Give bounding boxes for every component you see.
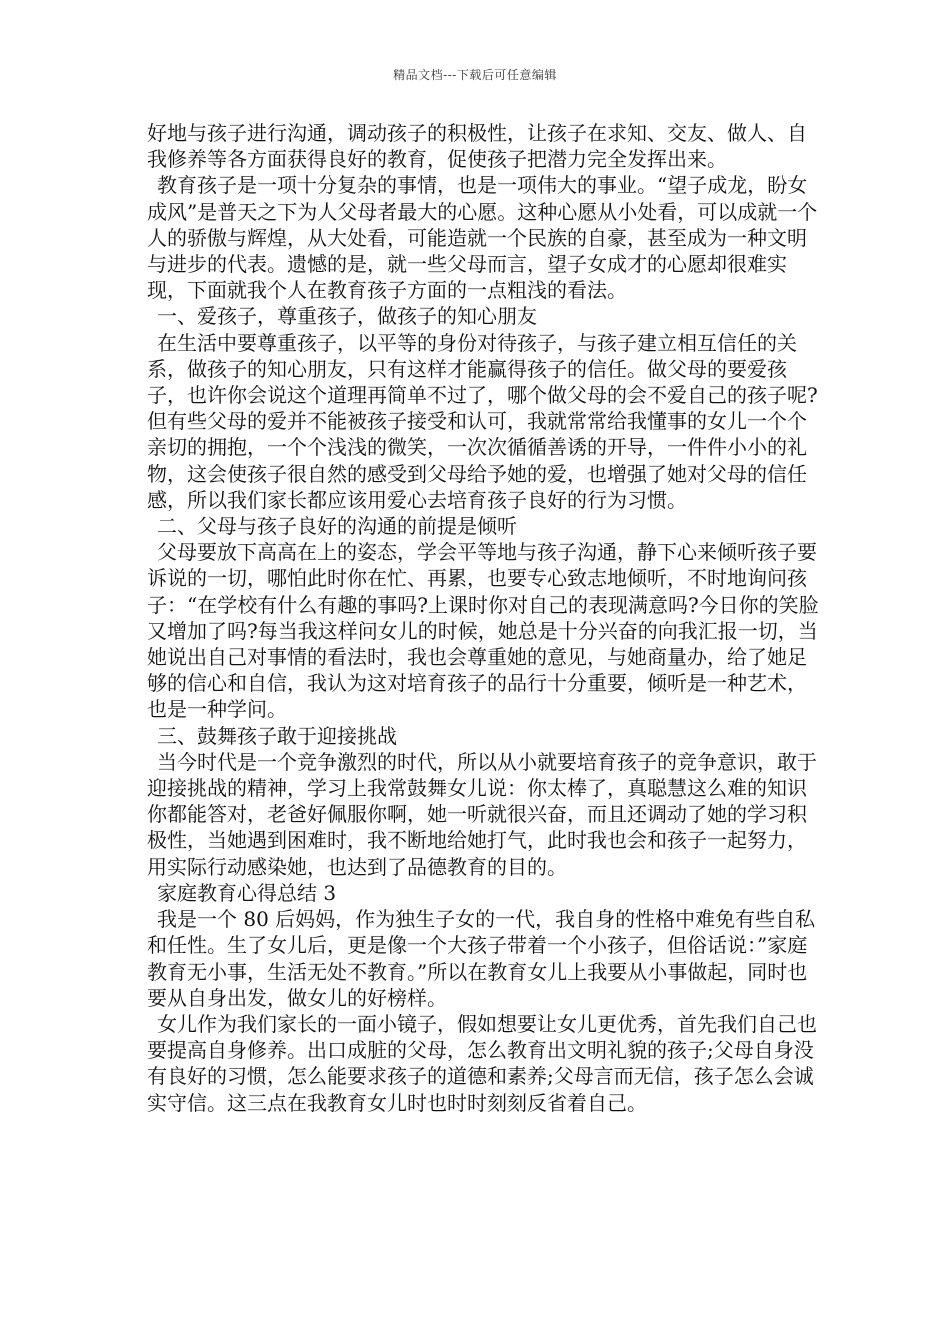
section-heading-1: 一、爱孩子，尊重孩子，做孩子的知心朋友 [157,304,537,329]
section-title: 家庭教育心得总结 3 [157,880,337,905]
paragraph-2: 教育孩子是一项十分复杂的事情，也是一项伟大的事业。“望子成龙，盼女成风”是普天之下为人父母者最大的心愿。这种心愿从小处看，可以成就一个人的骄傲与辉煌，从大处看，可能造就一个民族的自豪，甚至成为一种文明与进步的代表。遗憾的是，就一些父母而言，望子女成才的心愿却很难实现，下面就我个人在教育孩子方面的一点粗浅的看法。 [147,173,818,303]
paragraph-4: 父母要放下高高在上的姿态，学会平等地与孩子沟通，静下心来倾听孩子要诉说的一切，哪怕此时你在忙、再累，也要专心致志地倾听，不时地询问孩子：“在学校有什么有趣的事吗?上课时你对自己的表现满意吗?今日你的笑脸又增加了吗?每当我这样问女儿的时候，她总是十分兴奋的向我汇报一切，当她说出自己对事情的看法时，我也会尊重她的意见，与她商量办，给了她足够的信心和自信，我认为这对培育孩子的品行十分重要，倾听是一种艺术，也是一种学问。 [147,540,819,722]
section-heading-2: 二、父母与孩子良好的沟通的前提是倾听 [157,514,517,539]
paragraph-5: 当今时代是一个竞争激烈的时代，所以从小就要培育孩子的竞争意识，敢于迎接挑战的精神，学习上我常鼓舞女儿说：你太棒了，真聪慧这么难的知识你都能答对，老爸好佩服你啊，她一听就很兴奋，而且还调动了她的学习积极性，当她遇到困难时，我不断地给她打气，此时我也会和孩子一起努力，用实际行动感染她，也达到了品德教育的目的。 [147,749,817,879]
section-heading-3: 三、鼓舞孩子敢于迎接挑战 [157,723,397,748]
paragraph-1: 好地与孩子进行沟通，调动孩子的积极性，让孩子在求知、交友、做人、自我修养等各方面获得良好的教育，促使孩子把潜力完全发挥出来。 [147,121,807,172]
paragraph-3: 在生活中要尊重孩子，以平等的身份对待孩子，与孩子建立相互信任的关系，做孩子的知心朋友，只有这样才能赢得孩子的信任。做父母的要爱孩子，也许你会说这个道理再简单不过了，哪个做父母的会不爱自己的孩子呢?但有些父母的爱并不能被孩子接受和认可，我就常常给我懂事的女儿一个个亲切的拥抱，一个个浅浅的微笑，一次次循循善诱的开导，一件件小小的礼物，这会使孩子很自然的感受到父母给予她的爱，也增强了她对父母的信任感，所以我们家长都应该用爱心去培育孩子良好的行为习惯。 [147,330,818,512]
document-body [147,120,819,1116]
paragraph-6: 我是一个 80 后妈妈，作为独生子女的一代，我自身的性格中难免有些自私和任性。生了女儿后，更是像一个大孩子带着一个小孩子，但俗话说：”家庭教育无小事，生活无处不教育。”所以在教育女儿上我要从小事做起，同时也要从自身出发，做女儿的好榜样。 [147,907,816,1010]
page-header: 精品文档---下载后可任意编辑 [393,68,557,82]
paragraph-7: 女儿作为我们家长的一面小镜子，假如想要让女儿更优秀，首先我们自己也要提高自身修养。出口成脏的父母，怎么教育出文明礼貌的孩子;父母自身没有良好的习惯，怎么能要求孩子的道德和素养;父母言而无信，孩子怎么会诚实守信。这三点在我教育女儿时也时时刻刻反省着自己。 [147,1011,817,1115]
